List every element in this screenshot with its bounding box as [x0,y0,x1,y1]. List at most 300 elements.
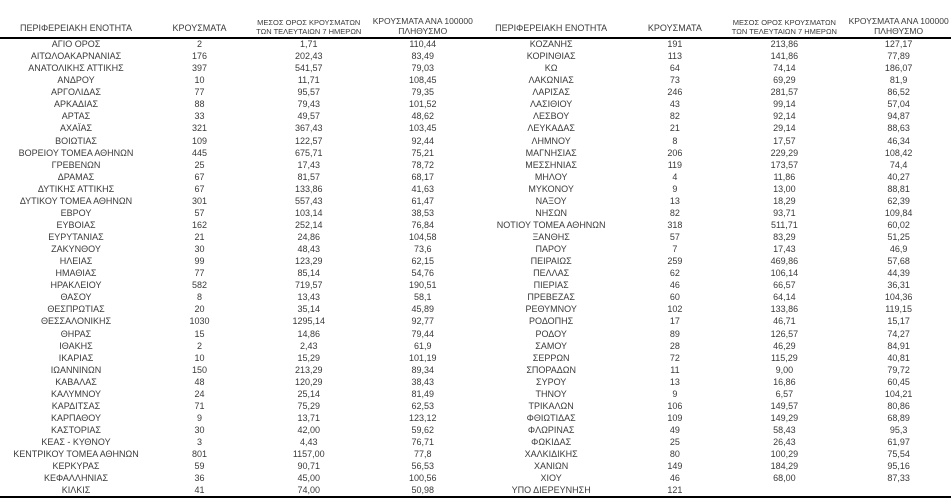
region-cell: ΣΑΜΟΥ [535,340,568,351]
region-cell: ΞΑΝΘΗΣ [532,232,570,243]
table-row [475,147,951,159]
cases-cell: 57 [194,207,205,218]
region-cell: ΖΑΚΥΝΘΟΥ [51,244,101,255]
region-cell: ΚΕΡΚΥΡΑΣ [52,461,100,472]
table-row [0,231,475,243]
region-cell: ΙΚΑΡΙΑΣ [58,352,94,363]
avg7-cell [723,484,847,496]
per100k-cell: 75,54 [887,449,910,460]
table-bottom-rule [0,496,951,498]
table-row [0,255,475,267]
avg7-cell: 83,29 [773,232,796,243]
per100k-cell: 60,45 [887,376,910,387]
region-cell: ΒΟΙΩΤΙΑΣ [55,135,97,146]
cases-cell: 36 [194,473,205,484]
avg7-cell: 49,57 [297,111,321,122]
region-cell: ΥΠΟ ΔΙΕΡΕΥΝΗΣΗ [511,485,591,496]
region-cell: ΘΑΣΟΥ [60,292,92,303]
avg7-cell: 1,71 [299,39,318,50]
avg7-cell: 173,57 [770,159,799,170]
region-cell: ΠΑΡΟΥ [535,244,567,255]
per100k-cell: 86,52 [887,87,910,98]
table-row [0,352,475,364]
table-row [475,135,951,147]
header-cases-label: ΚΡΟΥΣΜΑΤΑ [647,23,702,33]
region-cell: ΚΑΣΤΟΡΙΑΣ [51,425,101,436]
avg7-cell: 85,14 [297,268,321,279]
cases-cell: 119 [667,159,683,170]
header-per100k-line1: ΚΡΟΥΣΜΑΤΑ ΑΝΑ 100000 [372,16,473,26]
table-row [475,448,951,460]
per100k-cell: 74,27 [887,328,910,339]
cases-cell: 25 [669,437,680,448]
cases-cell: 57 [669,232,680,243]
region-cell: ΘΕΣΠΡΩΤΙΑΣ [47,304,105,315]
avg7-cell: 69,29 [773,75,796,86]
avg7-cell: 93,71 [773,207,796,218]
table-row [0,291,475,303]
per100k-cell: 36,31 [887,280,910,291]
region-cell: ΣΠΟΡΑΔΩΝ [526,364,576,375]
avg7-cell: 11,86 [773,171,796,182]
cases-cell: 20 [194,304,205,315]
table-row [475,352,951,364]
cases-cell: 246 [667,87,683,98]
per100k-cell: 61,97 [887,437,910,448]
region-cell: ΤΗΝΟΥ [535,388,567,399]
per100k-cell: 40,81 [887,352,910,363]
avg7-cell: 1157,00 [292,449,325,460]
cases-cell: 30 [194,425,205,436]
avg7-cell: 24,86 [297,232,321,243]
table-row [475,484,951,496]
table-row [0,460,475,472]
table-row [475,243,951,255]
region-cell: ΚΕΦΑΛΛΗΝΙΑΣ [43,473,109,484]
region-cell: ΛΑΚΩΝΙΑΣ [528,75,574,86]
region-cell: ΗΜΑΘΙΑΣ [55,268,97,279]
cases-cell: 582 [191,280,208,291]
table-row [475,159,951,171]
region-cell: ΗΛΕΙΑΣ [59,256,93,267]
avg7-cell: 103,14 [294,207,323,218]
header-avg7-line1: ΜΕΣΟΣ ΟΡΟΣ ΚΡΟΥΣΜΑΤΩΝ [732,18,836,27]
header-cases [627,4,722,38]
table-row [0,364,475,376]
region-cell: ΠΕΙΡΑΙΩΣ [530,256,572,267]
table-row [475,122,951,134]
table-row [0,328,475,340]
table-row [0,424,475,436]
avg7-cell: 11,71 [297,75,320,86]
region-cell: ΕΥΡΥΤΑΝΙΑΣ [48,232,104,243]
per100k-cell: 38,43 [411,376,435,387]
avg7-cell: 15,29 [297,352,321,363]
region-cell: ΚΟΖΑΝΗΣ [529,39,573,50]
per100k-cell: 186,07 [884,63,913,74]
per100k-cell: 75,21 [411,147,435,158]
cases-cell: 9 [196,412,202,423]
avg7-cell: 13,71 [297,412,321,423]
table-row [475,340,951,352]
per100k-cell: 68,89 [887,412,910,423]
avg7-cell: 79,43 [297,99,321,110]
region-cell: ΠΡΕΒΕΖΑΣ [527,292,575,303]
avg7-cell: 281,57 [770,87,799,98]
avg7-cell: 68,00 [773,473,796,484]
table-row [475,436,951,448]
per100k-cell: 61,9 [413,340,432,351]
region-cell: ΑΓΙΟ ΟΡΟΣ [51,39,101,50]
region-cell: ΔΥΤΙΚΟΥ ΤΟΜΕΑ ΑΘΗΝΩΝ [19,195,133,206]
table-row [475,50,951,62]
avg7-cell: 149,57 [770,400,799,411]
per100k-cell: 79,03 [411,63,435,74]
table-row [0,376,475,388]
avg7-cell: 675,71 [294,147,323,158]
header-cases [152,4,247,38]
per100k-cell: 74,4 [889,159,908,170]
table-row [0,448,475,460]
cases-table-left [0,4,475,496]
region-cell: ΜΕΣΣΗΝΙΑΣ [525,159,577,170]
region-cell: ΛΑΡΙΣΑΣ [532,87,570,98]
per100k-cell: 58,1 [413,292,432,303]
avg7-cell: 122,57 [294,135,323,146]
avg7-cell: 719,57 [294,280,323,291]
per100k-cell: 48,62 [411,111,435,122]
table-body-left [0,38,475,496]
avg7-cell: 1295,14 [292,316,326,327]
region-cell: ΛΕΥΚΑΔΑΣ [527,123,575,134]
cases-cell: 17 [669,316,680,327]
cases-cell: 49 [669,425,680,436]
avg7-cell: 115,29 [770,352,798,363]
avg7-cell: 45,00 [297,473,321,484]
header-per100k [371,4,476,38]
cases-cell: 82 [669,111,680,122]
per100k-cell: 57,68 [887,256,910,267]
table-row [0,340,475,352]
avg7-cell: 13,00 [773,183,796,194]
cases-cell: 21 [669,123,680,134]
per100k-cell: 190,51 [408,280,437,291]
header-avg7-line1: ΜΕΣΟΣ ΟΡΟΣ ΚΡΟΥΣΜΑΤΩΝ [257,18,361,27]
per100k-cell: 77,89 [887,51,910,62]
avg7-cell: 58,43 [773,425,796,436]
per100k-cell: 81,49 [411,388,435,399]
per100k-cell: 76,71 [411,437,435,448]
per100k-cell: 77,8 [413,449,432,460]
avg7-cell: 29,14 [773,123,796,134]
avg7-cell: 367,43 [294,123,323,134]
table-row [475,207,951,219]
table-row [475,267,951,279]
table-row [475,328,951,340]
region-cell: ΣΕΡΡΩΝ [532,352,570,363]
table-row [475,424,951,436]
per100k-cell: 56,53 [411,461,435,472]
per100k-cell: 62,39 [887,195,910,206]
avg7-cell: 202,43 [294,51,323,62]
per100k-cell: 59,62 [411,425,435,436]
cases-cell: 191 [667,39,683,50]
avg7-cell: 184,29 [770,461,799,472]
cases-cell: 13 [669,195,680,206]
avg7-cell: 17,43 [773,244,796,255]
region-cell: ΚΙΛΚΙΣ [61,485,91,496]
avg7-cell: 81,57 [297,171,321,182]
per100k-cell: 78,72 [411,159,435,170]
cases-cell: 150 [191,364,208,375]
header-underline-rule [0,37,951,39]
region-cell: ΚΑΛΥΜΝΟΥ [50,388,102,399]
cases-cell: 109 [667,412,683,423]
avg7-cell: 106,14 [770,268,799,279]
table-row [475,74,951,86]
cases-cell: 15 [194,328,205,339]
table-row [475,400,951,412]
header-per100k-line2: ΠΛΗΘΥΣΜΟ [398,26,448,36]
cases-cell: 59 [194,461,205,472]
avg7-cell: 229,29 [770,147,799,158]
header-region-label: ΠΕΡΙΦΕΡΕΙΑΚΗ ΕΝΟΤΗΤΑ [19,23,133,33]
avg7-cell: 74,00 [297,485,321,496]
cases-cell: 9 [672,183,678,194]
per100k-cell: 61,47 [411,195,435,206]
avg7-cell: 16,86 [773,376,796,387]
table-body-right [475,38,951,496]
region-cell: ΚΕΑΣ - ΚΥΘΝΟΥ [41,437,111,448]
table-row [0,74,475,86]
per100k-cell: 109,84 [884,207,913,218]
table-row [475,376,951,388]
avg7-cell: 2,43 [299,340,318,351]
table-row [0,147,475,159]
cases-cell: 121 [667,485,683,496]
region-cell: ΦΘΙΩΤΙΔΑΣ [526,412,576,423]
table-row [0,62,475,74]
cases-cell: 149 [667,461,683,472]
region-cell: ΜΥΚΟΝΟΥ [528,183,574,194]
region-cell: ΕΒΡΟΥ [60,207,92,218]
table-row [475,291,951,303]
table-row [0,122,475,134]
header-avg7 [723,4,847,38]
table-row [0,171,475,183]
cases-cell: 67 [194,171,205,182]
per100k-cell: 104,21 [884,388,913,399]
table-row [475,412,951,424]
cases-cell: 301 [191,195,208,206]
per100k-cell: 15,17 [887,316,910,327]
cases-cell: 77 [194,268,205,279]
per100k-cell: 50,98 [411,485,435,496]
table-row [0,243,475,255]
per100k-cell: 92,77 [411,316,435,327]
table-row [0,388,475,400]
cases-cell: 3 [196,437,202,448]
table-row [475,472,951,484]
per100k-cell: 100,56 [408,473,437,484]
table-row [0,412,475,424]
per100k-cell: 108,45 [408,75,437,86]
table-row [475,255,951,267]
avg7-cell: 46,71 [773,316,796,327]
per100k-cell: 89,34 [411,364,435,375]
table-row [0,303,475,315]
table-row [0,110,475,122]
per100k-cell: 79,35 [411,87,435,98]
cases-cell: 33 [194,111,205,122]
region-cell: ΣΥΡΟΥ [536,376,567,387]
table-row [0,279,475,291]
cases-cell: 64 [669,63,680,74]
cases-cell: 11 [670,364,680,375]
region-cell: ΛΑΣΙΘΙΟΥ [530,99,573,110]
region-cell: ΝΑΞΟΥ [535,195,567,206]
region-cell: ΚΑΒΑΛΑΣ [55,376,97,387]
region-cell: ΠΙΕΡΙΑΣ [533,280,569,291]
per100k-cell: 119,15 [885,304,913,315]
avg7-cell: 100,29 [770,449,799,460]
table-row [0,472,475,484]
cases-cell: 28 [669,340,680,351]
per100k-cell: 57,04 [887,99,910,110]
cases-cell: 71 [194,400,205,411]
cases-cell: 445 [191,147,208,158]
cases-cell: 41 [194,485,205,496]
region-cell: ΔΡΑΜΑΣ [57,171,95,182]
table-row [0,436,475,448]
per100k-cell: 88,81 [887,183,910,194]
table-row [475,460,951,472]
cases-table-right [475,4,951,496]
region-cell: ΚΩ [544,63,558,74]
region-cell: ΛΕΣΒΟΥ [533,111,570,122]
region-cell: ΕΥΒΟΙΑΣ [56,219,96,230]
table-header-left [0,4,475,38]
table-row [0,400,475,412]
cases-cell: 8 [672,135,678,146]
cases-cell: 72 [669,352,680,363]
per100k-cell: 80,86 [887,400,910,411]
cases-cell: 21 [194,232,205,243]
per100k-cell: 79,72 [887,364,910,375]
cases-cell: 9 [672,388,678,399]
avg7-cell: 25,14 [297,388,321,399]
per100k-cell: 62,53 [411,400,435,411]
region-cell: ΓΡΕΒΕΝΩΝ [51,159,101,170]
avg7-cell: 92,14 [773,111,796,122]
table-row [475,171,951,183]
region-cell: ΙΘΑΚΗΣ [59,340,93,351]
header-per100k-line2: ΠΛΗΘΥΣΜΟ [874,26,924,36]
avg7-cell: 35,14 [297,304,321,315]
region-cell: ΑΡΓΟΛΙΔΑΣ [51,87,101,98]
avg7-cell: 46,29 [773,340,796,351]
table-row [475,195,951,207]
region-cell: ΜΗΛΟΥ [534,171,568,182]
avg7-cell: 95,57 [297,87,321,98]
avg7-cell: 66,57 [773,280,796,291]
region-cell: ΤΡΙΚΑΛΩΝ [528,400,574,411]
avg7-cell: 511,71 [770,219,798,230]
region-cell: ΦΛΩΡΙΝΑΣ [527,425,575,436]
cases-cell: 43 [669,99,680,110]
per100k-cell: 127,17 [884,39,913,50]
avg7-cell: 48,43 [297,244,321,255]
table-row [0,98,475,110]
avg7-cell: 17,57 [773,135,796,146]
cases-cell: 77 [194,87,205,98]
per100k-cell: 76,84 [411,219,435,230]
cases-cell: 259 [667,256,683,267]
avg7-cell: 75,29 [297,400,321,411]
region-cell: ΡΕΘΥΜΝΟΥ [525,304,577,315]
region-cell: ΠΕΛΛΑΣ [533,268,570,279]
header-avg7-line2: ΤΩΝ ΤΕΛΕΥΤΑΙΩΝ 7 ΗΜΕΡΩΝ [256,27,362,36]
header-region [0,4,152,38]
per100k-cell [846,484,951,496]
avg7-cell: 133,86 [770,304,799,315]
cases-cell: 1030 [189,316,210,327]
per100k-cell: 123,12 [408,412,437,423]
table-row [475,110,951,122]
region-cell: ΑΧΑΪΑΣ [59,123,93,134]
header-region [475,4,627,38]
cases-cell: 80 [669,449,680,460]
cases-cell: 73 [669,75,680,86]
per100k-cell: 103,45 [408,123,437,134]
table-row [475,98,951,110]
cases-cell: 48 [194,376,205,387]
table-row [475,62,951,74]
cases-cell: 102 [667,304,683,315]
header-per100k-line1: ΚΡΟΥΣΜΑΤΑ ΑΝΑ 100000 [848,16,949,26]
cases-cell: 62 [669,268,680,279]
per100k-cell: 79,44 [411,328,435,339]
avg7-cell: 18,29 [773,195,796,206]
avg7-cell: 133,86 [294,183,323,194]
cases-cell: 206 [667,147,683,158]
cases-cell: 7 [672,244,678,255]
avg7-cell: 6,57 [775,388,794,399]
per100k-cell: 110,44 [409,39,437,50]
table-row [475,38,951,50]
per100k-cell: 95,3 [889,425,908,436]
cases-cell: 67 [194,183,205,194]
table-row [475,364,951,376]
cases-cell: 113 [667,51,683,62]
table-row [0,183,475,195]
table-row [475,315,951,327]
per100k-cell: 62,15 [411,256,435,267]
per100k-cell: 46,34 [887,135,910,146]
avg7-cell: 469,86 [770,256,799,267]
cases-cell: 4 [672,171,678,182]
region-cell: ΧΑΝΙΩΝ [534,461,569,472]
per100k-cell: 84,91 [887,340,910,351]
region-cell: ΑΝΔΡΟΥ [57,75,95,86]
per100k-cell: 81,9 [889,75,908,86]
per100k-cell: 101,52 [408,99,437,110]
tables-container [0,4,951,496]
table-row [0,484,475,496]
cases-cell: 10 [194,352,205,363]
avg7-cell: 252,14 [294,219,323,230]
avg7-cell: 90,71 [297,461,321,472]
